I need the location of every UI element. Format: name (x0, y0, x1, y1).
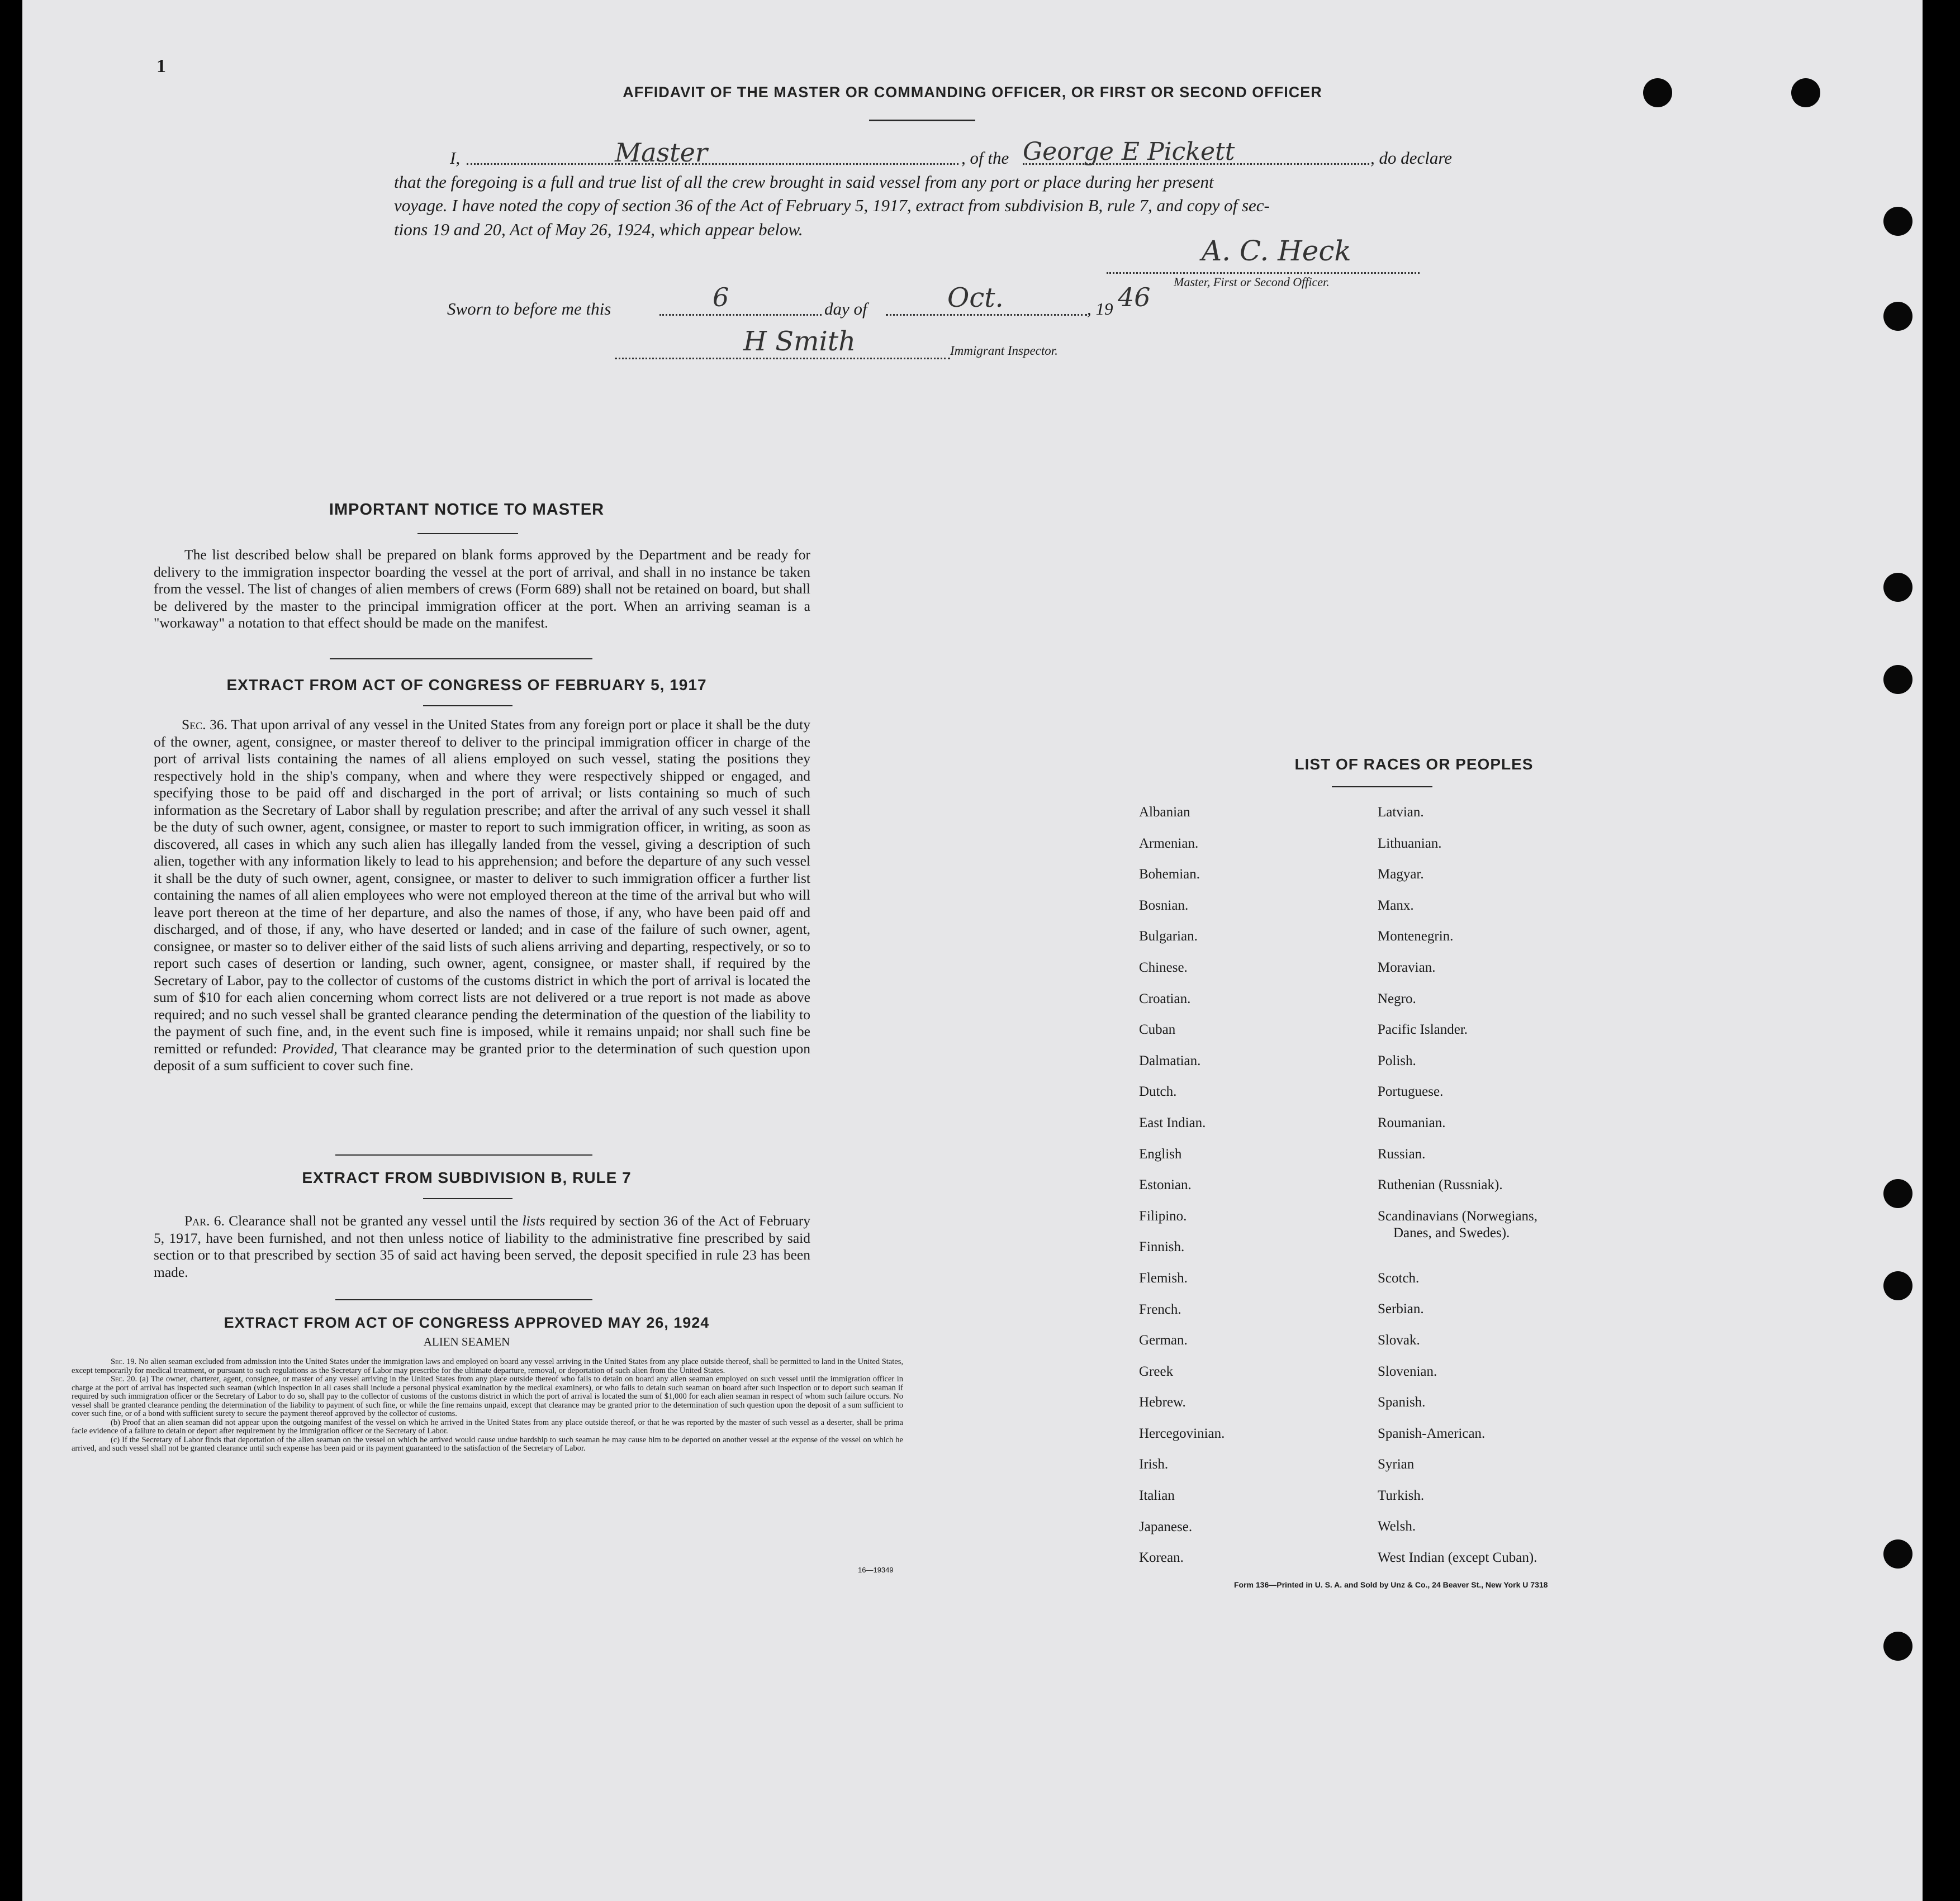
race-item: Moravian. (1378, 959, 1436, 975)
race-item: Hercegovinian. (1139, 1425, 1225, 1441)
race-item: Spanish. (1378, 1395, 1426, 1410)
race-item: Spanish-American. (1378, 1425, 1486, 1441)
par6-label: Par. 6. (184, 1213, 225, 1229)
race-item: English (1139, 1146, 1182, 1162)
race-item: Welsh. (1378, 1519, 1416, 1534)
race-item: Latvian. (1378, 805, 1424, 820)
race-item: Armenian. (1139, 835, 1199, 851)
form-code: 16—19349 (858, 1566, 894, 1574)
races-left-column (1139, 805, 1225, 1581)
extract-rule7-rule (423, 1198, 512, 1199)
punch-hole (1883, 1271, 1912, 1300)
race-item: Polish. (1378, 1053, 1416, 1068)
affidavit-line3: voyage. I have noted the copy of section 36 of the Act of February 5, 1917, extract from subdivision B, rule 7, and copy of sec- (394, 196, 1270, 215)
race-item: Slovenian. (1378, 1363, 1437, 1379)
sec36-text: That upon arrival of any vessel in the United States from any foreign port or place it shall be the duty of the owner, agent, consignee, or master thereof to deliver to the principal immigration officer in charge of the port of arrival lists containing the names of all aliens employed on such vessel, stating the positions they respectively hold in the ship's company, when and where they were respectively shipped or engaged, and specifying those to be paid off and discharged in the port of arrival; or lists containing so much of such information as the Secretary of Labor shall by regulation prescribe; and after the arrival of any such vessel it shall be the duty of such owner, agent, consignee, or master to report to such immigration officer, in writing, as soon as discovered, all cases in which any such alien has illegally landed from the vessel, giving a description of such alien, together with any information likely to lead to his apprehension; and before the departure of any such vessel it shall be the duty of such owner, agent, consignee, or master to deliver to such immigration officer a further list containing the names of all alien employees who were not employed thereon at the time of the arrival but who will leave port thereon at the time of her departure, and also the names of those, if any, who have been paid off and discharged, and of those, if any, who have deserted or landed; and in case of the failure of such owner, agent, consignee, or master so to deliver either of the said lists of such aliens arriving and departing, respectively, or so to report such cases of desertion or landing, such owner, agent, consignee, or master shall, if required by the Secretary of Labor, pay to the collector of customs of the customs district in which the port of arrival is located the sum of $10 for each alien concerning whom correct lists are not delivered or a true report is not made as above required; and no such vessel shall be granted clearance pending the determination of the question of the liability to the payment of such fine, and, in the event such fine is imposed, while it remains unpaid; nor shall such fine be remitted or refunded: (154, 716, 810, 1057)
notice-title: IMPORTANT NOTICE TO MASTER (329, 501, 605, 519)
race-item: German. (1139, 1333, 1188, 1348)
alien-seamen-subtitle: ALIEN SEAMEN (423, 1335, 510, 1348)
race-item: West Indian (except Cuban). (1378, 1550, 1537, 1566)
punch-hole (1883, 1179, 1912, 1208)
race-item: Serbian. (1378, 1301, 1424, 1317)
document-page (22, 0, 1923, 1901)
race-item: Magyar. (1378, 867, 1424, 882)
race-item: Ruthenian (Russniak). (1378, 1177, 1503, 1193)
section-divider (335, 1299, 592, 1300)
race-item: Dutch. (1139, 1084, 1177, 1100)
sec36-label: Sec. 36. (182, 716, 228, 733)
race-item: Croatian. (1139, 991, 1191, 1006)
race-item: Flemish. (1139, 1270, 1188, 1286)
year-prefix: , 19 (1087, 299, 1113, 319)
notice-rule (417, 533, 518, 534)
inspector-signature: H Smith (743, 326, 856, 357)
race-item: Scotch. (1378, 1270, 1420, 1286)
sworn-label: Sworn to before me this (447, 299, 611, 319)
month-blank (886, 314, 1087, 316)
race-item: Chinese. (1139, 959, 1188, 975)
race-item: Greek (1139, 1363, 1174, 1379)
race-item: Manx. (1378, 897, 1414, 913)
race-item: Syrian (1378, 1457, 1415, 1472)
extract-rule7-title: EXTRACT FROM SUBDIVISION B, RULE 7 (302, 1169, 632, 1186)
race-item: Japanese. (1139, 1519, 1193, 1534)
sec20b-text: (b) Proof that an alien seaman did not appear upon the outgoing manifest of the vessel on which he arrived in the United States from any place outside thereof, or that he was reported by the master of such vessel as a deserter, shall be prima facie evidence of a failure to detain or deport after requirement by the immigration officer or the Secretary of Labor. (72, 1418, 903, 1436)
race-item: Bosnian. (1139, 897, 1189, 913)
sec20c-text: (c) If the Secretary of Labor finds that deportation of the alien seaman on the vessel on which he arrived would cause undue hardship to such seaman he may cause him to be deported on another vessel at the expense of the vessel on which he arrived, and such vessel shall not be granted clearance until such expense has been paid or its payment guaranteed to the satisfaction of the Secretary of Labor. (72, 1435, 903, 1453)
race-item: Lithuanian. (1378, 835, 1442, 851)
race-item: Danes, and Swedes). (1393, 1225, 1510, 1241)
section-divider (330, 658, 592, 659)
race-item: Russian. (1378, 1146, 1426, 1162)
affidavit-line4: tions 19 and 20, Act of May 26, 1924, which appear below. (394, 220, 803, 239)
race-item: Scandinavians (Norwegians, (1378, 1208, 1538, 1224)
race-item: Negro. (1378, 991, 1416, 1006)
affidavit-line2: that the foregoing is a full and true list of all the crew brought in said vessel from any port or place during her present (394, 172, 1214, 192)
races-rule (1332, 786, 1432, 787)
do-declare-label: , do declare (1370, 148, 1453, 168)
title-rule (869, 120, 975, 121)
par6-text-a: Clearance shall not be granted any vessel until the (229, 1213, 519, 1229)
race-item: Finnish. (1139, 1239, 1185, 1255)
sec36-text-end: That clearance may be granted prior to the determination of such question upon deposit of a sum sufficient to cover such fine. (154, 1040, 811, 1073)
punch-hole (1643, 78, 1672, 107)
extract-1924-body (72, 1358, 903, 1453)
race-item: Estonian. (1139, 1177, 1192, 1193)
punch-hole (1883, 302, 1912, 331)
race-item: Cuban (1139, 1022, 1176, 1038)
punch-hole (1883, 207, 1912, 236)
section-divider (335, 1154, 592, 1156)
month-handwritten: Oct. (947, 282, 1004, 313)
punch-hole (1883, 573, 1912, 602)
extract-1917-body (154, 716, 810, 1075)
affidavit-title: AFFIDAVIT OF THE MASTER OR COMMANDING OFFICER, OR FIRST OR SECOND OFFICER (623, 84, 1322, 101)
notice-text: The list described below shall be prepared on blank forms approved by the Department and be ready for delivery to the immigration inspector boarding the vessel at the port of arrival, and shall in no instance be taken from the vessel. The list of changes of alien members of crews (Form 689) shall not be retained on board, but shall be delivered by the master to the principal immigration officer at the port. When an arriving seaman is a "workaway" a notation to that effect should be made on the manifest. (154, 546, 810, 631)
day-blank (659, 314, 822, 316)
extract-rule7-body (154, 1213, 810, 1281)
page-mark: 1 (156, 56, 166, 77)
race-item: Slovak. (1378, 1332, 1420, 1348)
sec19-text: No alien seaman excluded from admission into the United States under the immigration laws and employed on board any vessel arriving in the United States from any place outside thereof, shall be permitted to land in the United States, except temporarily for medical treatment, or pursuant to such regulations as the Secretary of Labor may prescribe for the ultimate departure, removal, or deportation of such alien from the United States. (72, 1357, 904, 1375)
extract-1917-rule (423, 705, 512, 706)
sec19-label: Sec. 19. (111, 1357, 137, 1366)
name-handwritten: Master (615, 137, 708, 168)
extract-1924-title: EXTRACT FROM ACT OF CONGRESS APPROVED MAY 26, 1924 (224, 1314, 710, 1331)
affidavit-i-label: I, (450, 148, 461, 168)
officer-caption: Master, First or Second Officer. (1174, 275, 1330, 289)
race-item: Portuguese. (1378, 1084, 1444, 1100)
race-item: Korean. (1139, 1550, 1184, 1566)
par6-text-b: required by section 36 of the Act of February 5, 1917, have been furnished, and not then unless notice of liability to the administrative fine prescribed by said section or to that prescribed by section 35 of said act having been served, the deposit specified in rule 23 has been made. (154, 1213, 810, 1280)
punch-hole (1883, 1632, 1912, 1661)
race-item: Filipino. (1139, 1208, 1187, 1224)
race-item: East Indian. (1139, 1115, 1206, 1130)
race-item: Pacific Islander. (1378, 1022, 1468, 1038)
race-item: Hebrew. (1139, 1395, 1186, 1410)
sec20a-text: (a) The owner, charterer, agent, consignee, or master of any vessel arriving in the United States from any place outside thereof who fails to detain on board any alien seaman employed on such vessel until the immigration officer in charge at the port of arrival has inspected such seaman (which inspection in all cases shall include a personal physical examination by the medical examiners), or who fails to detain such seaman on board after such inspection or to deport such seaman if required by such immigration officer or the Secretary of Labor to do so, shall pay to the collector of customs of the customs district in which the port of arrival is located the sum of $1,000 for each alien seaman in respect of whom such failure occurs. No vessel shall be granted clearance pending the determination of the liability to payment of such fine, or while the fine remains unpaid, except that clearance may be granted prior to the determination of such question upon the deposit of a sum sufficient to cover such fine, or of a bond with sufficient surety to secure the payment thereof approved by the collector of customs. (72, 1375, 904, 1418)
race-item: Irish. (1139, 1457, 1169, 1472)
race-item: Roumanian. (1378, 1115, 1446, 1130)
day-handwritten: 6 (713, 282, 729, 312)
races-title: LIST OF RACES OR PEOPLES (1294, 755, 1534, 773)
race-item: Turkish. (1378, 1487, 1425, 1503)
punch-hole (1883, 1539, 1912, 1569)
extract-1917-title: EXTRACT FROM ACT OF CONGRESS OF FEBRUARY 5, 1917 (226, 676, 707, 693)
of-the-label: , of the (961, 148, 1009, 168)
officer-signature: A. C. Heck (1202, 235, 1351, 267)
race-item: Montenegrin. (1378, 929, 1454, 944)
race-item: Dalmatian. (1139, 1053, 1201, 1068)
inspector-caption: Immigrant Inspector. (950, 344, 1058, 358)
race-item: Bulgarian. (1139, 929, 1198, 944)
day-of-label: day of (824, 299, 867, 319)
form-footer: Form 136—Printed in U. S. A. and Sold by Unz & Co., 24 Beaver St., New York U 7318 (1234, 1580, 1548, 1589)
punch-hole (1791, 78, 1820, 107)
name-blank (467, 163, 958, 165)
race-item: Italian (1139, 1488, 1175, 1504)
inspector-signature-line (615, 358, 950, 359)
year-handwritten: 46 (1118, 282, 1151, 312)
vessel-handwritten: George E Pickett (1023, 137, 1235, 166)
race-item: Albanian (1139, 805, 1190, 820)
officer-signature-line (1107, 272, 1420, 274)
race-item: French. (1139, 1301, 1181, 1317)
punch-hole (1883, 665, 1912, 694)
par6-lists: lists (522, 1213, 545, 1229)
races-right-column (1378, 805, 1537, 1581)
sec36-provided: Provided, (282, 1040, 338, 1057)
sec20-label: Sec. 20. (111, 1375, 137, 1384)
race-item: Bohemian. (1139, 867, 1200, 882)
